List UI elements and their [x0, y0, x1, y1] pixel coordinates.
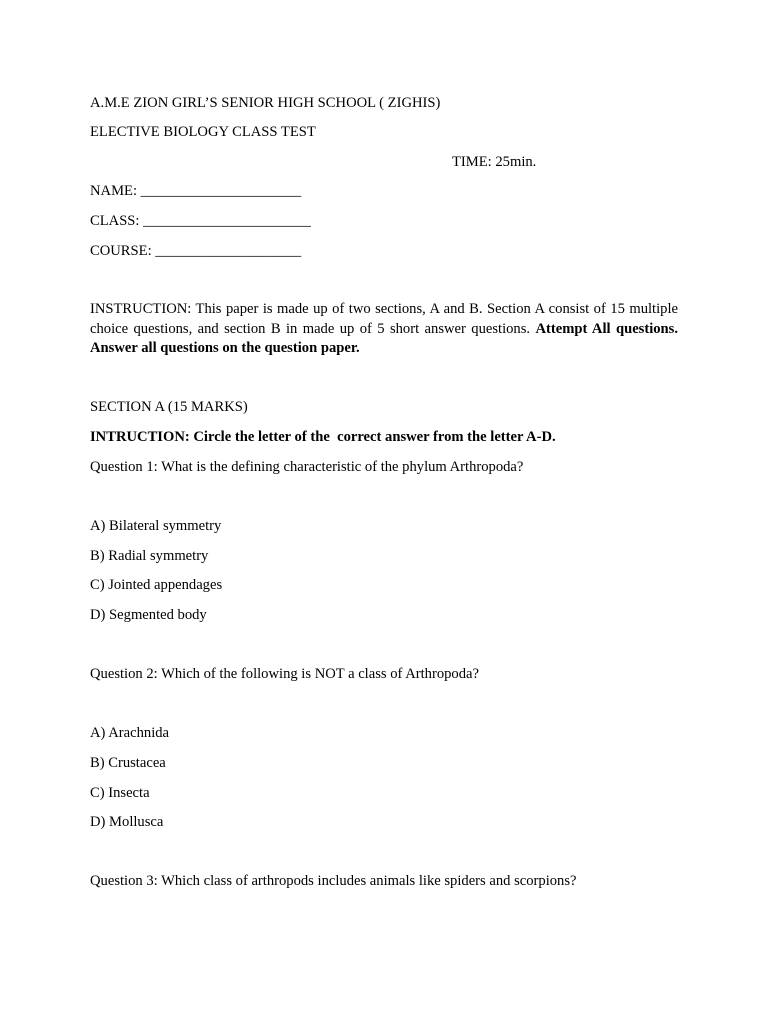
name-field: NAME: ______________________ [90, 183, 302, 199]
instruction-bold-text: Attempt All questions. Answer all questions on the question paper. [90, 320, 679, 356]
section-a-instruction: INTRUCTION: Circle the letter of the correct answer from the letter A-D. [90, 429, 556, 445]
question-1: Question 1: What is the defining characteristic of the phylum Arthropoda? [90, 459, 524, 475]
question-2-option-d: D) Mollusca [90, 814, 164, 830]
question-1-option-a: A) Bilateral symmetry [90, 518, 222, 534]
course-field: COURSE: ____________________ [90, 243, 302, 259]
question-2-option-b: B) Crustacea [90, 755, 166, 771]
question-2-option-c: C) Insecta [90, 785, 150, 801]
question-1-option-b: B) Radial symmetry [90, 548, 209, 564]
time-allowed: TIME: 25min. [452, 154, 537, 170]
general-instruction [90, 300, 678, 359]
section-a-title: SECTION A (15 MARKS) [90, 399, 248, 415]
question-1-option-d: D) Segmented body [90, 607, 207, 623]
question-2-option-a: A) Arachnida [90, 725, 170, 741]
school-name: A.M.E ZION GIRL’S SENIOR HIGH SCHOOL ( ZIGHIS) [90, 95, 441, 111]
class-field: CLASS: _______________________ [90, 213, 311, 229]
instruction-text: INSTRUCTION: This paper is made up of two sections, A and B. Section A consist of 15 multiple choice questions, and section B in made up of 5 short answer questions. [90, 301, 678, 337]
question-3: Question 3: Which class of arthropods includes animals like spiders and scorpions? [90, 873, 577, 889]
question-2: Question 2: Which of the following is NOT a class of Arthropoda? [90, 666, 479, 682]
test-title: ELECTIVE BIOLOGY CLASS TEST [90, 124, 316, 140]
question-1-option-c: C) Jointed appendages [90, 577, 223, 593]
